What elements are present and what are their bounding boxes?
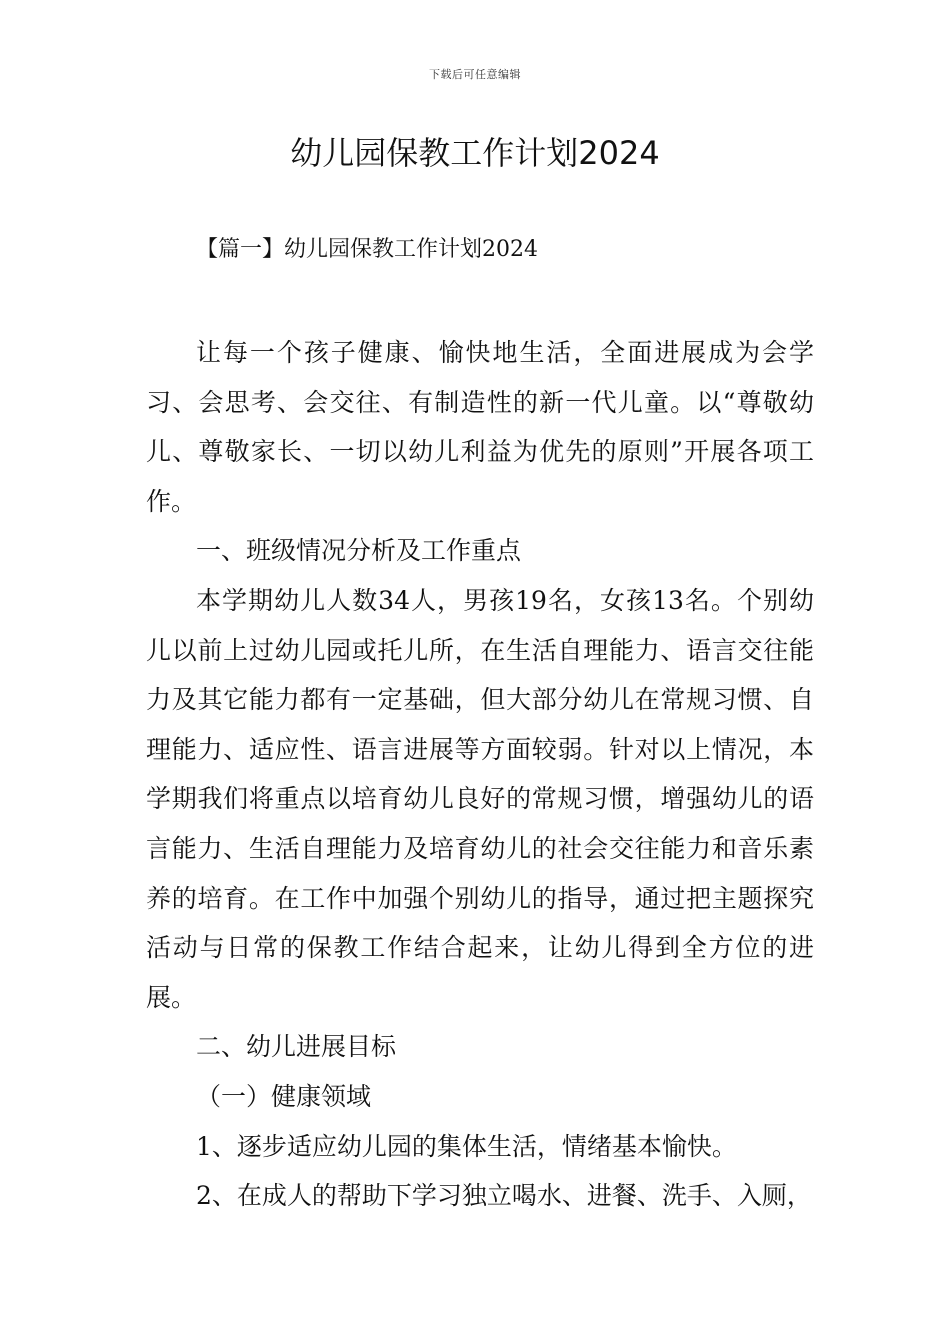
header-note: 下载后可任意编辑 [429,68,521,81]
subheading-health-domain: （一）健康领域 [196,1081,372,1111]
document-body [146,328,814,1221]
subheading-class-analysis: 一、班级情况分析及工作重点 [196,536,522,566]
class-analysis-paragraph: 本学期幼儿人数34人，男孩19名，女孩13名。个别幼儿以前上过幼儿园或托儿所，在生活自理能力、语言交往能力及其它能力都有一定基础，但大部分幼儿在常规习惯、自理能力、适应性、语言进展等方面较弱。针对以上情况，本学期我们将重点以培育幼儿良好的常规习惯，增强幼儿的语言能力、生活自理能力及培育幼儿的社会交往能力和音乐素养的培育。在工作中加强个别幼儿的指导，通过把主题探究活动与日常的保教工作结合起来，让幼儿得到全方位的进展。 [146,585,814,1012]
document-title: 幼儿园保教工作计划2024 [290,134,660,172]
list-item: 2、在成人的帮助下学习独立喝水、进餐、洗手、入厕， [196,1181,812,1211]
intro-paragraph: 让每一个孩子健康、愉快地生活，全面进展成为会学习、会思考、会交往、有制造性的新一代儿童。以“尊敬幼儿、尊敬家长、一切以幼儿利益为优先的原则”开展各项工作。 [146,338,814,516]
subheading-development-goals: 二、幼儿进展目标 [196,1032,397,1062]
list-item: 1、逐步适应幼儿园的集体生活，情绪基本愉快。 [196,1131,737,1161]
section-heading: 【篇一】幼儿园保教工作计划2024 [196,237,538,262]
